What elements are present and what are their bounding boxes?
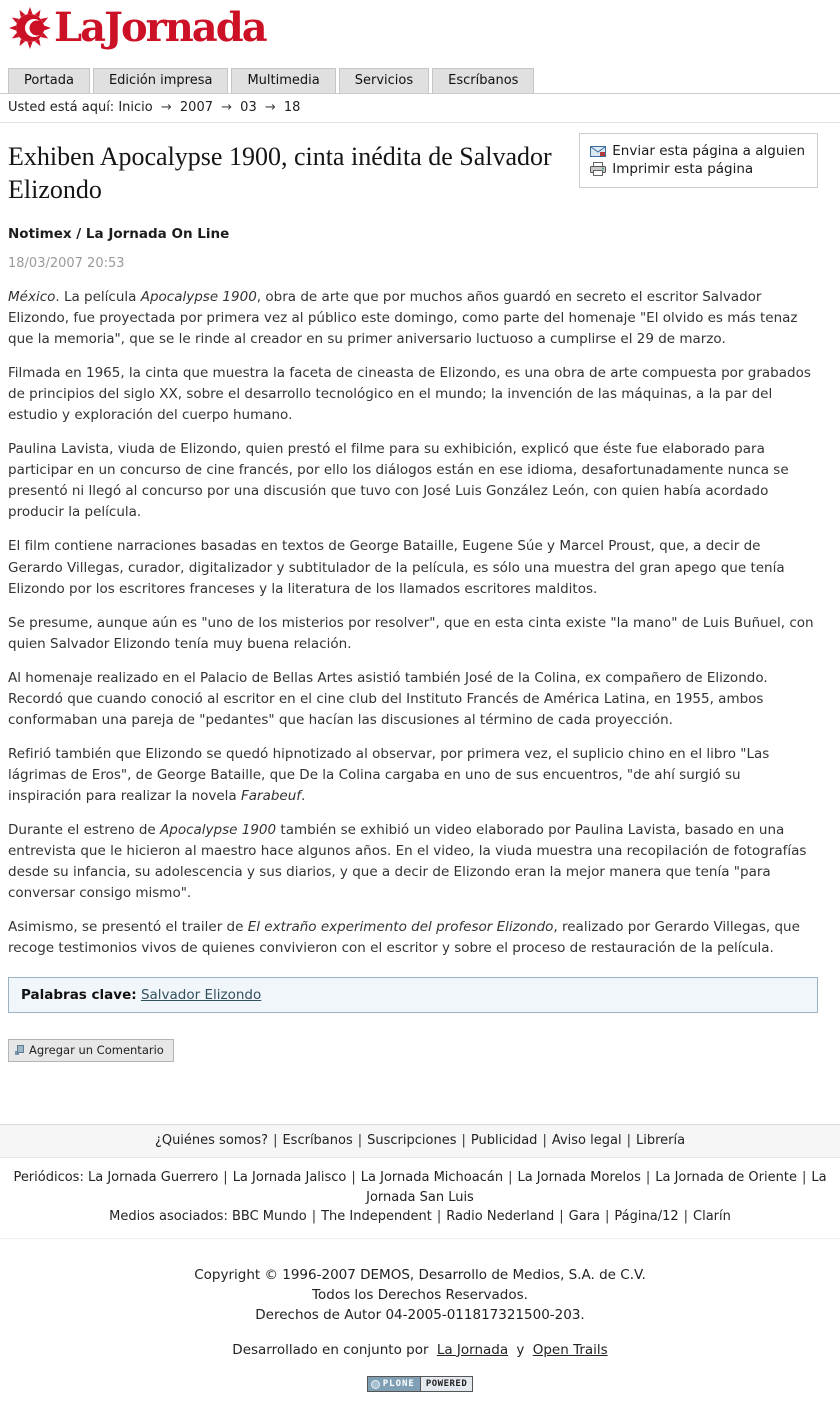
footer-link-clarin[interactable]: Clarín (693, 1209, 731, 1225)
italic-text: Farabeuf (241, 787, 302, 804)
footer-site-links (0, 1124, 840, 1158)
separator: | (801, 1170, 807, 1186)
keyword-link-salvador-elizondo[interactable]: Salvador Elizondo (140, 987, 262, 1004)
send-page-label: Enviar esta página a alguien (612, 143, 805, 159)
breadcrumb-item-03[interactable]: 03 (240, 100, 257, 115)
tab-multimedia[interactable]: Multimedia (231, 68, 335, 93)
developed-link-open-trails[interactable]: Open Trails (532, 1341, 608, 1358)
text: también se exhibió un video elaborado por Paulina Lavista, basado en una entrevista que le hicieron al maestro hace algunos años. En el video, la viuda muestra una recopilación de fotografías desde su infancia, su adolescencia y sus diarios, y que a decir de Elizondo eran la mejor manera que tenía "para conversar consigo mismo". (8, 821, 807, 902)
paragraph-4 (8, 536, 818, 599)
copyright-line-2: Todos los Derechos Reservados. (312, 1287, 528, 1304)
footer-link-la-jornada-michoacan[interactable]: La Jornada Michoacán (360, 1170, 504, 1186)
footer-link-la-jornada-san-luis[interactable]: La Jornada San Luis (366, 1170, 827, 1205)
developed-by (0, 1342, 840, 1358)
tab-servicios[interactable]: Servicios (339, 68, 429, 93)
logo-wordmark: LaJornada (54, 4, 266, 51)
separator: | (626, 1133, 631, 1149)
footer-link-aviso-legal[interactable]: Aviso legal (551, 1133, 622, 1149)
separator: | (508, 1170, 513, 1186)
plone-badge-wrap (0, 1374, 840, 1417)
article-body (8, 287, 818, 959)
footer-link-bbc-mundo[interactable]: BBC Mundo (231, 1209, 307, 1225)
printer-icon (590, 162, 606, 176)
copyright-line-3: Derechos de Autor 04-2005-011817321500-203. (255, 1307, 585, 1324)
text: . (301, 787, 306, 804)
tab-portada[interactable]: Portada (8, 68, 90, 93)
separator: | (645, 1170, 651, 1186)
separator: | (357, 1133, 363, 1149)
breadcrumb-separator: → (156, 100, 176, 115)
text: . La película (55, 289, 141, 305)
paragraph-2 (8, 363, 818, 426)
paragraph-7 (8, 744, 818, 807)
text: Durante el estreno de (8, 821, 161, 838)
footer-link-the-independent[interactable]: The Independent (321, 1209, 432, 1225)
copyright-line-1: Copyright © 1996-2007 DEMOS, Desarrollo de Medios, S.A. de C.V. (194, 1266, 646, 1283)
la-jornada-logo[interactable] (8, 6, 266, 50)
plone-badge-right: POWERED (421, 1377, 472, 1391)
footer-link-escribanos[interactable]: Escríbanos (282, 1133, 353, 1149)
footer-link-la-jornada-de-oriente[interactable]: La Jornada de Oriente (655, 1170, 797, 1186)
separator: | (273, 1133, 278, 1149)
separator: | (605, 1209, 610, 1225)
italic-text: Apocalypse 1900 (160, 821, 277, 838)
main-nav (0, 58, 840, 94)
text: Paulina Lavista, viuda de Elizondo, quien prestó el filme para su exhibición, explicó que éste fue elaborado para participar en un concurso de cine francés, por ello los diálogos están en ese idioma, desafortunadamente nunca se presentó ni llegó al concurso por una discusión que tuvo con José Luis González León, con quien había acordado producir la película. (8, 441, 789, 521)
medios-row (0, 1207, 840, 1227)
footer-link-publicidad[interactable]: Publicidad (470, 1133, 538, 1149)
paragraph-1 (8, 287, 818, 350)
separator: | (351, 1170, 356, 1186)
text: Filmada en 1965, la cinta que muestra la faceta de cineasta de Elizondo, es una obra de arte compuesta por grabados de principios del siglo XX, sobre el desarrollo tecnológico en el mundo; la invención de las máquinas, a la par del estudio y exploración del cuerpo humano. (8, 365, 811, 424)
breadcrumb-label: Usted está aquí: (8, 100, 115, 115)
italic-text: Apocalypse 1900 (140, 289, 257, 305)
paragraph-3 (8, 439, 818, 523)
send-page-action[interactable] (590, 143, 805, 159)
add-comment-label: Agregar un Comentario (29, 1043, 164, 1058)
separator: | (542, 1133, 547, 1149)
breadcrumb-separator: → (217, 100, 237, 115)
keywords-box (8, 977, 818, 1013)
text: Se presume, aunque aún es "uno de los misterios por resolver", que en esta cinta existe "la mano" de Luis Buñuel, con quien Salvador Elizondo tenía muy buena relación. (8, 614, 814, 652)
tab-escribanos[interactable]: Escríbanos (432, 68, 534, 93)
paragraph-5 (8, 613, 818, 655)
paragraph-8 (8, 820, 818, 904)
separator: | (436, 1209, 442, 1225)
masthead (0, 0, 840, 58)
breadcrumb-item-inicio[interactable]: Inicio (118, 100, 153, 115)
separator: | (461, 1133, 466, 1149)
byline: Notimex / La Jornada On Line (8, 226, 230, 242)
breadcrumb (0, 94, 840, 123)
text: Refirió también que Elizondo se quedó hipnotizado al observar, por primera vez, el suplicio chino en el libro "Las lágrimas de Eros", de George Bataille, que De la Colina cargaba en uno de sus encuentros, "de ahí surgió su inspiración para realizar la novela (8, 745, 770, 804)
add-comment-button[interactable] (8, 1039, 174, 1062)
footer-link-pagina-12[interactable]: Página/12 (614, 1209, 679, 1225)
sun-logo-icon (8, 6, 52, 50)
plone-logo-icon (371, 1380, 380, 1389)
tab-edicion-impresa[interactable]: Edición impresa (93, 68, 229, 93)
text: , obra de arte que por muchos años guardó en secreto el escritor Salvador Elizondo, fue proyectada por primera vez al público este domingo, como parte del homenaje "El olvido es más tenaz que la memoria", que se le rinde al creador en su primer aniversario luctuoso a cumplirse el 29 de marzo. (8, 289, 798, 348)
row-label: Medios asociados: (109, 1209, 232, 1225)
page-title: Exhiben Apocalypse 1900, cinta inédita de Salvador Elizondo (8, 142, 552, 204)
separator: | (559, 1209, 564, 1225)
footer-link-gara[interactable]: Gara (568, 1209, 601, 1225)
paragraph-6 (8, 668, 818, 731)
text: , realizado por Gerardo Villegas, que recoge testimonios vivos de quienes convivieron con el escritor y sobre el proceso de restauración de la película. (8, 919, 800, 957)
footer-link-la-jornada-morelos[interactable]: La Jornada Morelos (517, 1170, 641, 1186)
breadcrumb-item-2007[interactable]: 2007 (179, 100, 213, 115)
add-comment-icon (15, 1045, 24, 1055)
separator: | (223, 1170, 228, 1186)
print-page-label: Imprimir esta página (612, 161, 754, 177)
document-actions (579, 133, 818, 188)
keywords-label: Palabras clave: (21, 987, 137, 1004)
copyright (0, 1265, 840, 1326)
text: Al homenaje realizado en el Palacio de Bellas Artes asistió también José de la Colina, ex compañero de Elizondo. Recordó que cuando conoció al escritor en el cine club del Instituto Francés de América Latina, en 1955, ambos conformaban una pareja de "pedantes" que hacían las discusiones al término de cada proyección. (8, 669, 768, 728)
plone-badge-left: PLONE (368, 1377, 421, 1391)
footer-link-la-jornada-jalisco[interactable]: La Jornada Jalisco (232, 1170, 347, 1186)
row-label: Periódicos: (13, 1170, 88, 1186)
italic-text: El extraño experimento del profesor Elizondo (247, 919, 554, 936)
text: El film contiene narraciones basadas en textos de George Bataille, Eugene Súe y Marcel Proust, que, a decir de Gerardo Villegas, curador, digitalizador y subtitulador de la película, es sólo una muestra del gran apego que tenía Elizondo por los escritores franceses y la literatura de los llamados escritores malditos. (8, 538, 785, 597)
footer (0, 1124, 840, 1416)
footer-network-links (0, 1158, 840, 1239)
breadcrumb-item-18[interactable]: 18 (283, 100, 301, 115)
separator: | (311, 1209, 317, 1225)
separator: | (683, 1209, 689, 1225)
breadcrumb-separator: → (260, 100, 280, 115)
footer-link-la-jornada-guerrero[interactable]: La Jornada Guerrero (87, 1170, 219, 1186)
developed-conjunction: y (516, 1341, 525, 1358)
developed-prefix: Desarrollado en conjunto por (232, 1341, 429, 1358)
footer-link-suscripciones[interactable]: Suscripciones (367, 1133, 457, 1149)
footer-link-quienes-somos[interactable]: ¿Quiénes somos? (154, 1133, 269, 1149)
print-page-action[interactable] (590, 161, 805, 177)
tab-bar (8, 68, 840, 93)
developed-link-la-jornada[interactable]: La Jornada (436, 1341, 509, 1358)
publish-datetime: 18/03/2007 20:53 (8, 256, 125, 271)
italic-text: México (8, 289, 56, 305)
plone-powered-badge[interactable] (367, 1376, 474, 1392)
email-icon (590, 145, 606, 158)
paragraph-9 (8, 917, 818, 959)
article (0, 123, 840, 1013)
footer-link-libreria[interactable]: Librería (635, 1133, 686, 1149)
periodicos-row (0, 1168, 840, 1207)
footer-link-radio-nederland[interactable]: Radio Nederland (446, 1209, 555, 1225)
text: Asimismo, se presentó el trailer de (8, 919, 248, 936)
